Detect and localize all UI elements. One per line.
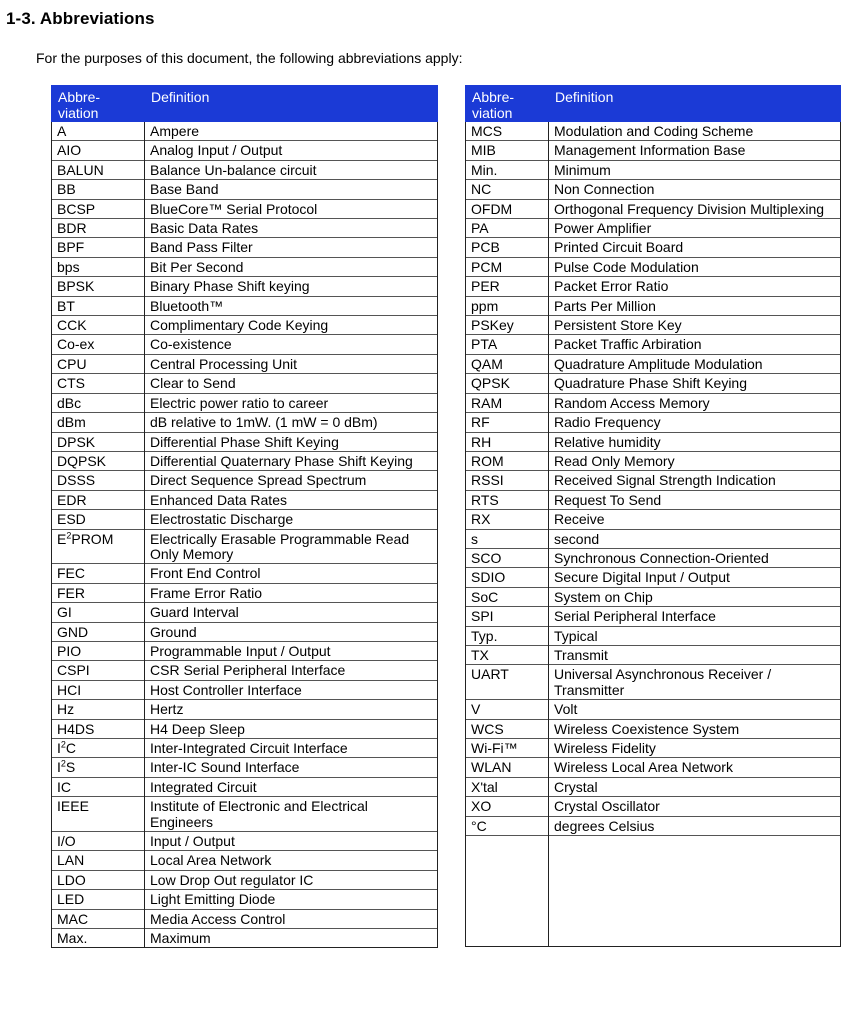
table-row	[466, 432, 841, 451]
table-row	[466, 180, 841, 199]
table-row	[466, 665, 841, 700]
abbreviation-cell: BALUN	[52, 160, 145, 179]
abbreviation-cell: PCB	[466, 238, 549, 257]
table-row	[52, 413, 438, 432]
abbreviation-cell: BB	[52, 180, 145, 199]
abbreviation-cell: DSSS	[52, 471, 145, 490]
table-row	[466, 160, 841, 179]
abbreviation-cell: H4DS	[52, 719, 145, 738]
abbreviation-cell: FER	[52, 583, 145, 602]
table-row	[466, 238, 841, 257]
abbreviation-cell: GND	[52, 622, 145, 641]
table-row	[466, 700, 841, 719]
definition-cell: Enhanced Data Rates	[145, 490, 438, 509]
intro-text: For the purposes of this document, the following abbreviations apply:	[36, 50, 463, 66]
table-row	[466, 374, 841, 393]
abbreviation-cell: PIO	[52, 641, 145, 660]
table-row	[52, 141, 438, 160]
definition-cell: Random Access Memory	[549, 393, 841, 412]
definition-cell: Frame Error Ratio	[145, 583, 438, 602]
table-row	[466, 758, 841, 777]
table-row	[466, 277, 841, 296]
abbreviation-cell: PER	[466, 277, 549, 296]
table-row	[52, 564, 438, 583]
table-row	[466, 529, 841, 548]
empty-cell	[549, 836, 841, 947]
definition-cell: Read Only Memory	[549, 451, 841, 470]
abbreviation-cell: GI	[52, 603, 145, 622]
table-row	[466, 257, 841, 276]
abbreviation-cell: RX	[466, 510, 549, 529]
header-abbreviation: Abbre-viation	[466, 86, 549, 122]
definition-cell: Power Amplifier	[549, 219, 841, 238]
header-definition: Definition	[549, 86, 841, 122]
table-row	[52, 451, 438, 470]
definition-cell: Quadrature Amplitude Modulation	[549, 354, 841, 373]
abbreviations-table-left	[51, 85, 438, 948]
abbreviation-cell: BCSP	[52, 199, 145, 218]
table-row	[52, 238, 438, 257]
abbreviation-cell: A	[52, 122, 145, 141]
abbreviation-cell: AIO	[52, 141, 145, 160]
abbreviation-cell: Min.	[466, 160, 549, 179]
definition-cell: Electrically Erasable Programmable Read Only Memory	[145, 529, 438, 564]
definition-cell: Pulse Code Modulation	[549, 257, 841, 276]
abbreviation-cell: XO	[466, 797, 549, 816]
table-row	[466, 471, 841, 490]
table-row	[52, 583, 438, 602]
table-row	[52, 832, 438, 851]
definition-cell: Parts Per Million	[549, 296, 841, 315]
abbreviation-cell: $E^2PROM$	[52, 529, 145, 564]
definition-cell: Light Emitting Diode	[145, 890, 438, 909]
empty-cell	[466, 836, 549, 947]
definition-cell: Relative humidity	[549, 432, 841, 451]
table-row	[52, 354, 438, 373]
table-row	[52, 929, 438, 948]
table-row	[466, 199, 841, 218]
definition-cell: Binary Phase Shift keying	[145, 277, 438, 296]
abbreviation-cell: FEC	[52, 564, 145, 583]
definition-cell: Electrostatic Discharge	[145, 510, 438, 529]
table-row	[52, 432, 438, 451]
abbreviation-cell: $I^2C$	[52, 739, 145, 758]
definition-cell: Clear to Send	[145, 374, 438, 393]
abbreviation-cell: NC	[466, 180, 549, 199]
abbreviation-cell: BDR	[52, 219, 145, 238]
table-row	[466, 797, 841, 816]
abbreviation-cell: BPF	[52, 238, 145, 257]
abbreviation-cell: dBm	[52, 413, 145, 432]
abbreviation-cell: X'tal	[466, 777, 549, 796]
table-row	[466, 719, 841, 738]
table-header-row	[52, 86, 438, 122]
table-row	[466, 393, 841, 412]
table-row	[52, 277, 438, 296]
table-row	[52, 680, 438, 699]
abbreviation-cell: $I^2S$	[52, 758, 145, 777]
abbreviation-cell: Wi-Fi™	[466, 739, 549, 758]
definition-cell: Non Connection	[549, 180, 841, 199]
definition-cell: Inter-Integrated Circuit Interface	[145, 739, 438, 758]
definition-cell: BlueCore™ Serial Protocol	[145, 199, 438, 218]
table-header-row	[466, 86, 841, 122]
table-row	[52, 603, 438, 622]
definition-cell: Maximum	[145, 929, 438, 948]
definition-cell: Synchronous Connection-Oriented	[549, 548, 841, 567]
definition-cell: Balance Un-balance circuit	[145, 160, 438, 179]
abbreviation-cell: dBc	[52, 393, 145, 412]
table-row	[52, 180, 438, 199]
definition-cell: Differential Quaternary Phase Shift Keying	[145, 451, 438, 470]
abbreviation-cell: I/O	[52, 832, 145, 851]
table-row	[52, 661, 438, 680]
definition-cell: Crystal	[549, 777, 841, 796]
table-row	[52, 219, 438, 238]
abbreviation-cell: SDIO	[466, 568, 549, 587]
table-row	[52, 122, 438, 141]
definition-cell: Crystal Oscillator	[549, 797, 841, 816]
table-row	[466, 490, 841, 509]
table-row	[466, 645, 841, 664]
definition-cell: Secure Digital Input / Output	[549, 568, 841, 587]
table-row	[52, 909, 438, 928]
definition-cell: second	[549, 529, 841, 548]
abbreviation-cell: LED	[52, 890, 145, 909]
definition-cell: Co-existence	[145, 335, 438, 354]
abbreviation-cell: Co-ex	[52, 335, 145, 354]
definition-cell: Host Controller Interface	[145, 680, 438, 699]
definition-cell: Band Pass Filter	[145, 238, 438, 257]
abbreviation-cell: SoC	[466, 587, 549, 606]
definition-cell: degrees Celsius	[549, 816, 841, 835]
abbreviation-cell: V	[466, 700, 549, 719]
abbreviation-cell: DQPSK	[52, 451, 145, 470]
table-row	[466, 548, 841, 567]
definition-cell: Front End Control	[145, 564, 438, 583]
definition-cell: Volt	[549, 700, 841, 719]
table-row	[52, 739, 438, 758]
definition-cell: Inter-IC Sound Interface	[145, 758, 438, 777]
abbreviation-cell: DPSK	[52, 432, 145, 451]
abbreviation-cell: QPSK	[466, 374, 549, 393]
definition-cell: H4 Deep Sleep	[145, 719, 438, 738]
definition-cell: Media Access Control	[145, 909, 438, 928]
definition-cell: Central Processing Unit	[145, 354, 438, 373]
table-row	[52, 393, 438, 412]
abbreviation-cell: RAM	[466, 393, 549, 412]
definition-cell: Low Drop Out regulator IC	[145, 870, 438, 889]
definition-cell: Guard Interval	[145, 603, 438, 622]
definition-cell: Orthogonal Frequency Division Multiplexing	[549, 199, 841, 218]
table-row	[52, 471, 438, 490]
table-row	[52, 700, 438, 719]
abbreviation-cell: SPI	[466, 607, 549, 626]
abbreviation-cell: QAM	[466, 354, 549, 373]
table-row	[52, 160, 438, 179]
table-row	[52, 797, 438, 832]
abbreviation-cell: PTA	[466, 335, 549, 354]
abbreviation-cell: SCO	[466, 548, 549, 567]
abbreviation-cell: ppm	[466, 296, 549, 315]
definition-cell: Basic Data Rates	[145, 219, 438, 238]
definition-cell: Analog Input / Output	[145, 141, 438, 160]
abbreviation-cell: °C	[466, 816, 549, 835]
definition-cell: Integrated Circuit	[145, 777, 438, 796]
abbreviation-cell: Typ.	[466, 626, 549, 645]
abbreviations-table-right	[465, 85, 841, 947]
abbreviation-cell: RF	[466, 413, 549, 432]
table-row	[466, 777, 841, 796]
definition-cell: Request To Send	[549, 490, 841, 509]
table-row	[466, 626, 841, 645]
table-row	[466, 354, 841, 373]
definition-cell: Packet Error Ratio	[549, 277, 841, 296]
table-row	[52, 777, 438, 796]
table-row	[466, 510, 841, 529]
abbreviation-cell: CSPI	[52, 661, 145, 680]
table-row	[52, 758, 438, 777]
abbreviation-cell: CTS	[52, 374, 145, 393]
definition-cell: Differential Phase Shift Keying	[145, 432, 438, 451]
section-heading: 1-3. Abbreviations	[6, 9, 155, 28]
abbreviation-cell: HCI	[52, 680, 145, 699]
definition-cell: Bit Per Second	[145, 257, 438, 276]
abbreviation-cell: LAN	[52, 851, 145, 870]
definition-cell: dB relative to 1mW. (1 mW = 0 dBm)	[145, 413, 438, 432]
table-row	[466, 587, 841, 606]
abbreviation-cell: UART	[466, 665, 549, 700]
abbreviation-cell: WCS	[466, 719, 549, 738]
table-row	[466, 316, 841, 335]
definition-cell: Bluetooth™	[145, 296, 438, 315]
abbreviation-cell: MAC	[52, 909, 145, 928]
abbreviation-cell: OFDM	[466, 199, 549, 218]
abbreviation-cell: BT	[52, 296, 145, 315]
abbreviation-cell: LDO	[52, 870, 145, 889]
abbreviation-cell: IEEE	[52, 797, 145, 832]
definition-cell: Printed Circuit Board	[549, 238, 841, 257]
definition-cell: Typical	[549, 626, 841, 645]
definition-cell: Base Band	[145, 180, 438, 199]
definition-cell: Packet Traffic Arbiration	[549, 335, 841, 354]
abbreviation-cell: RTS	[466, 490, 549, 509]
definition-cell: Ampere	[145, 122, 438, 141]
definition-cell: Serial Peripheral Interface	[549, 607, 841, 626]
definition-cell: Wireless Local Area Network	[549, 758, 841, 777]
table-row	[466, 607, 841, 626]
abbreviation-cell: ESD	[52, 510, 145, 529]
table-row	[52, 851, 438, 870]
abbreviation-cell: PCM	[466, 257, 549, 276]
table-row	[52, 719, 438, 738]
definition-cell: Wireless Coexistence System	[549, 719, 841, 738]
definition-cell: Institute of Electronic and Electrical Engineers	[145, 797, 438, 832]
abbreviation-cell: Max.	[52, 929, 145, 948]
header-definition: Definition	[145, 86, 438, 122]
definition-cell: Radio Frequency	[549, 413, 841, 432]
definition-cell: Ground	[145, 622, 438, 641]
abbreviation-cell: ROM	[466, 451, 549, 470]
abbreviation-cell: RH	[466, 432, 549, 451]
table-row	[52, 641, 438, 660]
table-row	[52, 870, 438, 889]
abbreviation-cell: TX	[466, 645, 549, 664]
abbreviation-cell: IC	[52, 777, 145, 796]
definition-cell: Programmable Input / Output	[145, 641, 438, 660]
definition-cell: Minimum	[549, 160, 841, 179]
abbreviation-cell: EDR	[52, 490, 145, 509]
abbreviation-cell: WLAN	[466, 758, 549, 777]
table-row	[466, 568, 841, 587]
table-row	[466, 739, 841, 758]
abbreviation-cell: MCS	[466, 122, 549, 141]
table-row	[52, 374, 438, 393]
abbreviation-cell: CPU	[52, 354, 145, 373]
definition-cell: Modulation and Coding Scheme	[549, 122, 841, 141]
table-row	[466, 122, 841, 141]
definition-cell: Hertz	[145, 700, 438, 719]
table-row	[466, 451, 841, 470]
abbreviation-cell: MIB	[466, 141, 549, 160]
definition-cell: Management Information Base	[549, 141, 841, 160]
table-row	[52, 622, 438, 641]
abbreviation-cell: s	[466, 529, 549, 548]
table-row	[466, 413, 841, 432]
abbreviation-cell: CCK	[52, 316, 145, 335]
definition-cell: Universal Asynchronous Receiver / Transmitter	[549, 665, 841, 700]
table-row	[52, 296, 438, 315]
table-row	[52, 257, 438, 276]
table-row	[466, 296, 841, 315]
definition-cell: Receive	[549, 510, 841, 529]
table-row	[52, 890, 438, 909]
table-row	[52, 490, 438, 509]
table-row	[52, 199, 438, 218]
header-abbreviation: Abbre-viation	[52, 86, 145, 122]
table-row	[466, 141, 841, 160]
definition-cell: Persistent Store Key	[549, 316, 841, 335]
table-row	[52, 316, 438, 335]
abbreviation-cell: bps	[52, 257, 145, 276]
table-row	[52, 529, 438, 564]
definition-cell: CSR Serial Peripheral Interface	[145, 661, 438, 680]
definition-cell: Complimentary Code Keying	[145, 316, 438, 335]
abbreviation-cell: PSKey	[466, 316, 549, 335]
abbreviation-cell: PA	[466, 219, 549, 238]
definition-cell: Quadrature Phase Shift Keying	[549, 374, 841, 393]
table-row	[466, 335, 841, 354]
abbreviation-cell: Hz	[52, 700, 145, 719]
definition-cell: Direct Sequence Spread Spectrum	[145, 471, 438, 490]
table-row	[466, 219, 841, 238]
definition-cell: Electric power ratio to career	[145, 393, 438, 412]
table-row	[52, 510, 438, 529]
abbreviation-cell: BPSK	[52, 277, 145, 296]
definition-cell: Local Area Network	[145, 851, 438, 870]
definition-cell: Transmit	[549, 645, 841, 664]
table-row	[466, 816, 841, 835]
definition-cell: Received Signal Strength Indication	[549, 471, 841, 490]
abbreviation-cell: RSSI	[466, 471, 549, 490]
definition-cell: Input / Output	[145, 832, 438, 851]
empty-row	[466, 836, 841, 947]
definition-cell: Wireless Fidelity	[549, 739, 841, 758]
table-row	[52, 335, 438, 354]
definition-cell: System on Chip	[549, 587, 841, 606]
